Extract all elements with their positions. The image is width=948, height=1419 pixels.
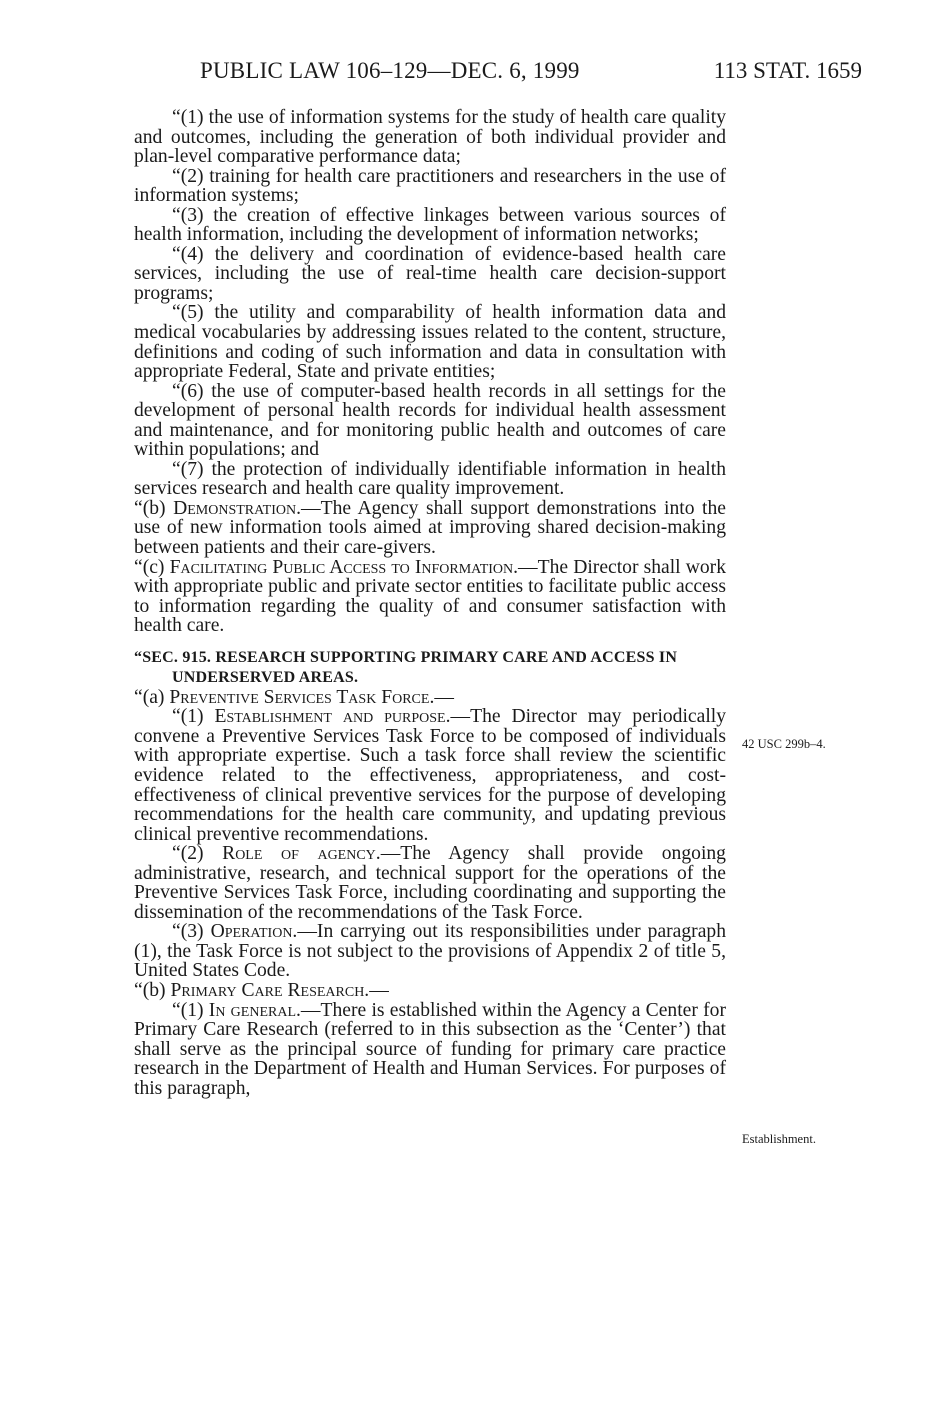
margin-note-establishment: Establishment.: [742, 1132, 816, 1146]
paragraph-a2: [134, 844, 726, 922]
subsection-b-primary-care: [134, 981, 726, 1001]
subsection-bb-heading: Primary Care Research.: [170, 979, 370, 1001]
subsection-a-dash: —: [434, 686, 454, 708]
paragraph-2: “(2) training for health care practitioners and researchers in the use of information systems;: [134, 165, 726, 207]
subsection-bb-prefix: “(b): [134, 979, 171, 1001]
paragraph-a3-text: —In carrying out its responsibilities under paragraph (1), the Task Force is not subject to the provisions of Appendix 2 of title 5, United States Code.: [134, 921, 726, 982]
subsection-b-text: —The Agency shall support demonstrations into the use of new information tools aimed at improving shared decision-making between patients and their care-givers.: [134, 497, 726, 559]
page-header: [200, 58, 862, 88]
paragraph-3: “(3) the creation of effective linkages between various sources of health information, including the development of information networks;: [134, 204, 726, 246]
paragraph-6: “(6) the use of computer-based health records in all settings for the development of personal health records for individual health assessment and maintenance, and for monitoring public health and outcomes of care within populations; and: [134, 380, 726, 461]
paragraph-a3-prefix: “(3): [172, 921, 211, 943]
paragraph-5: “(5) the utility and comparability of health information data and medical vocabularies by addressing issues related to the content, structure, definitions and coding of such information and data in consultation with appropriate Federal, State and private entities;: [134, 302, 726, 383]
paragraph-a1-prefix: “(1): [172, 706, 215, 728]
header-title: PUBLIC LAW 106–129—DEC. 6, 1999: [200, 58, 580, 83]
subsection-b-heading: Demonstration.: [173, 497, 302, 519]
subsection-a-prefix: “(a): [134, 686, 170, 708]
subsection-c-heading: Facilitating Public Access to Information.: [169, 556, 519, 578]
section-915-heading: “SEC. 915. RESEARCH SUPPORTING PRIMARY CARE AND ACCESS IN UNDERSERVED AREAS.: [134, 648, 678, 686]
subsection-b-demonstration: [134, 499, 726, 558]
paragraph-a2-text: —The Agency shall provide ongoing administrative, research, and technical support for the operations of the Preventive Services Task Force, including coordinating and supporting the dissemination of the recommendations of the Task Force.: [134, 843, 726, 923]
paragraph-a3-heading: Operation.: [210, 921, 298, 943]
subsection-c-text: —The Director shall work with appropriate public and private sector entities to facilitate public access to information regarding the quality of and consumer satisfaction with health care.: [134, 556, 726, 637]
paragraph-a1-text: —The Director may periodically convene a Preventive Services Task Force to be composed of individuals with appropriate expertise. Such a task force shall review the scientific evidence related to the effectiveness, appropriateness, and cost-effectiveness of clinical preventive services for the purpose of developing recommendations for the health care community, and updating previous clinical preventive recommendations.: [134, 706, 727, 845]
paragraph-a1-heading: Establishment and purpose.: [214, 706, 451, 728]
paragraph-7: “(7) the protection of individually identifiable information in health services research and health care quality improvement.: [134, 458, 726, 500]
paragraph-a1: [134, 707, 726, 844]
subsection-c-prefix: “(c): [134, 556, 170, 578]
paragraph-1: “(1) the use of information systems for the study of health care quality and outcomes, including the generation of both individual provider and plan-level comparative performance data;: [134, 107, 726, 168]
subsection-a-task-force: [134, 688, 726, 708]
subsection-bb-dash: —: [369, 979, 389, 1001]
paragraph-b1-heading: In general.: [208, 999, 301, 1021]
paragraph-b1-prefix: “(1): [172, 999, 209, 1021]
subsection-b-prefix: “(b): [134, 497, 174, 519]
statute-body: [134, 108, 726, 1098]
subsection-c-public-access: [134, 558, 726, 636]
paragraph-a3: [134, 922, 726, 981]
paragraph-a2-prefix: “(2): [172, 843, 223, 865]
subsection-a-heading: Preventive Services Task Force.: [169, 686, 435, 708]
margin-note-usc-citation: 42 USC 299b–4.: [742, 737, 826, 751]
header-page-number: 113 STAT. 1659: [713, 58, 862, 83]
paragraph-b1-text: —There is established within the Agency a Center for Primary Care Research (referred to in this subsection as the ‘Center’) that shall serve as the principal source of funding for primary care practice research in the Department of Health and Human Services. For purposes of this paragraph,: [134, 999, 726, 1099]
paragraph-a2-heading: Role of agency.: [222, 843, 381, 865]
paragraph-b1: [134, 1001, 726, 1099]
paragraph-4: “(4) the delivery and coordination of evidence-based health care services, including the use of real-time health care decision-support programs;: [134, 243, 726, 304]
